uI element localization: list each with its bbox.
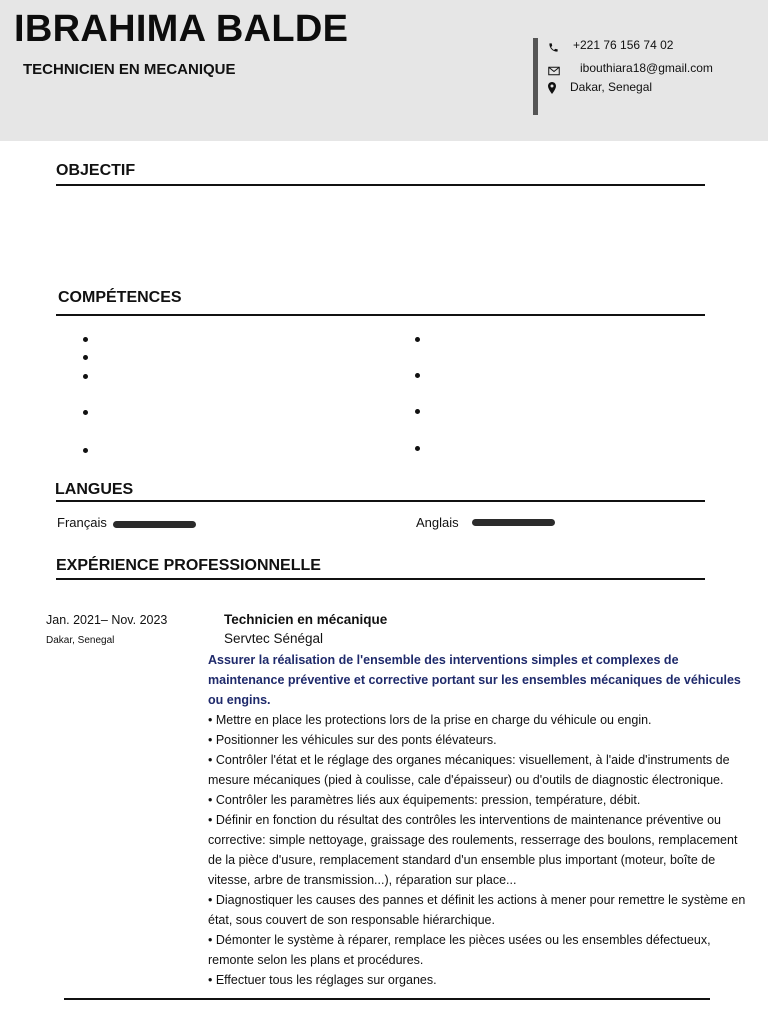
skills-heading: COMPÉTENCES [58, 289, 182, 306]
language-level-french [113, 521, 196, 528]
experience-company: Servtec Sénégal [224, 631, 324, 646]
language-english: Anglais [416, 515, 459, 530]
email-icon [548, 63, 560, 81]
phone-icon [548, 40, 559, 58]
skills-rule [56, 314, 705, 316]
experience-task: • Effectuer tous les réglages sur organes. [208, 973, 437, 987]
language-french: Français [57, 515, 107, 530]
location-pin-icon [548, 81, 556, 99]
experience-location: Dakar, Senegal [46, 635, 115, 646]
email-text: ibouthiara18@gmail.com [580, 61, 713, 75]
experience-role: Technicien en mécanique [224, 612, 388, 627]
languages-heading: LANGUES [55, 481, 134, 498]
experience-dates: Jan. 2021– Nov. 2023 [46, 613, 168, 627]
experience-task: • Mettre en place les protections lors de la prise en charge du véhicule ou engin. [208, 713, 652, 727]
experience-task-list [208, 710, 748, 990]
experience-summary: Assurer la réalisation de l'ensemble des interventions simples et complexes de maintenance préventive et corrective portant sur les ensembles mécaniques de véhicules ou engins. [208, 653, 741, 707]
objective-heading: OBJECTIF [56, 162, 136, 179]
skill-bullet [83, 355, 88, 360]
experience-heading: EXPÉRIENCE PROFESSIONNELLE [56, 557, 321, 574]
experience-rule [56, 578, 705, 580]
skill-bullet [415, 446, 420, 451]
experience-task: • Définir en fonction du résultat des contrôles les interventions de maintenance préventive ou corrective: simple nettoyage, graissage des roulements, resserrage des boulons, remplacement de la pièce d'usure, remplacement standard d'un ensemble plus important (moteur, boîte de vitesse, arbre de transmission...), réparation sur place... [208, 813, 738, 887]
experience-task: • Contrôler les paramètres liés aux équipements: pression, température, débit. [208, 793, 641, 807]
skill-bullet [83, 448, 88, 453]
skill-bullet [83, 337, 88, 342]
experience-task: • Positionner les véhicules sur des ponts élévateurs. [208, 733, 497, 747]
location-text: Dakar, Senegal [570, 80, 653, 94]
candidate-name: IBRAHIMA BALDE [14, 8, 349, 50]
skill-bullet [415, 337, 420, 342]
skill-bullet [415, 409, 420, 414]
job-title: TECHNICIEN EN MECANIQUE [23, 61, 236, 78]
experience-task: • Contrôler l'état et le réglage des organes mécaniques: visuellement, à l'aide d'instruments de mesure mécaniques (pied à coulisse, cale d'épaisseur) ou d'outils de diagnostic électronique. [208, 753, 730, 787]
phone-text: +221 76 156 74 02 [573, 38, 674, 52]
experience-task: • Démonter le système à réparer, remplace les pièces usées ou les ensembles défectueux, remonte selon les plans et procédures. [208, 933, 711, 967]
objective-rule [56, 184, 705, 186]
footer-rule [64, 998, 710, 1000]
skill-bullet [83, 374, 88, 379]
languages-rule [56, 500, 705, 502]
skill-bullet [83, 410, 88, 415]
experience-task: • Diagnostiquer les causes des pannes et définit les actions à mener pour remettre le système en état, sous couvert de son responsable hiérarchique. [208, 893, 746, 927]
skill-bullet [415, 373, 420, 378]
contact-divider [533, 38, 538, 115]
language-level-english [472, 519, 555, 526]
